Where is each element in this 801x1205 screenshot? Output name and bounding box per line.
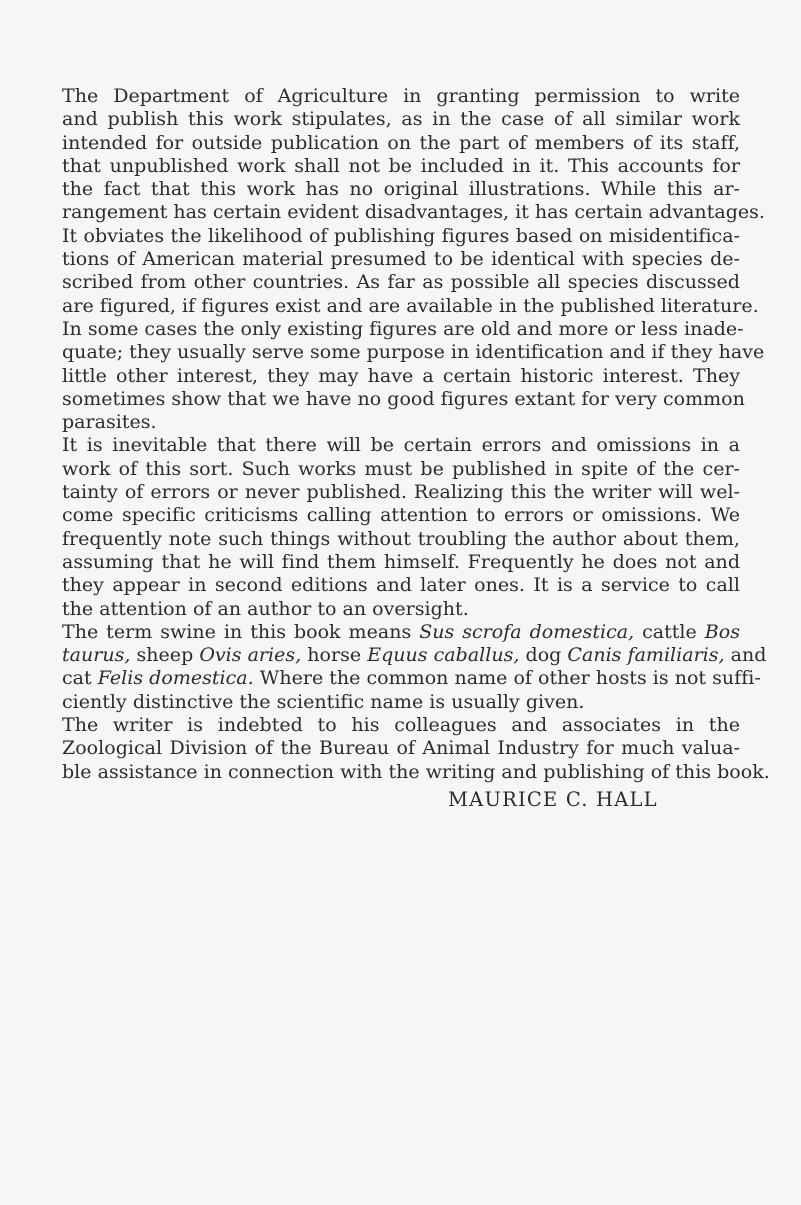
species-name: Canis familiaris, [567, 644, 725, 667]
author-signature: MAURICE C. HALL [448, 787, 658, 811]
text-line: that unpublished work shall not be included in it. This accounts for [62, 154, 740, 177]
species-name: taurus, [62, 644, 131, 667]
text-line: tions of American material presumed to be identical with species de- [62, 248, 740, 271]
text-line: and publish this work stipulates, as in the case of all similar work [62, 108, 740, 131]
text-line: ble assistance in connection with the writing and publishing of this book. [62, 760, 770, 783]
text-line: intended for outside publication on the part of members of its staff, [62, 131, 740, 154]
text-line: work of this sort. Such works must be published in spite of the cer- [62, 457, 740, 480]
paragraph-2 [62, 434, 740, 620]
paragraph-1 [62, 85, 765, 434]
text-line: tainty of errors or never published. Realizing this the writer will wel- [62, 481, 740, 504]
text-line: come specific criticisms calling attention to errors or omissions. We [62, 504, 740, 527]
text-line: taurus, sheep Ovis aries, horse Equus caballus, dog Canis familiaris, and [62, 644, 767, 667]
text-line: ciently distinctive the scientific name is usually given. [62, 690, 585, 713]
preface-page [62, 85, 770, 812]
species-name: Bos [704, 620, 740, 643]
text-line: It is inevitable that there will be certain errors and omissions in a [62, 434, 740, 457]
species-name: Equus caballus, [367, 644, 520, 667]
text-line: the attention of an author to an oversight. [62, 597, 469, 620]
paragraph-3 [62, 620, 767, 714]
text-line: frequently note such things without troubling the author about them, [62, 527, 740, 550]
species-name: Sus scrofa domestica, [419, 620, 635, 643]
species-name: Ovis aries, [199, 644, 302, 667]
text-line: are figured, if figures exist and are available in the published literature. [62, 294, 759, 317]
text-line: assuming that he will find them himself. Frequently he does not and [62, 550, 740, 573]
paragraph-4 [62, 714, 770, 784]
text-line: little other interest, they may have a certain historic interest. They [62, 364, 740, 387]
text-line: The Department of Agriculture in granting permission to write [62, 85, 740, 107]
text-line: rangement has certain evident disadvantages, it has certain advantages. [62, 201, 765, 224]
text-line: It obviates the likelihood of publishing figures based on misidentifica- [62, 224, 740, 247]
species-name: Felis domestica. [97, 667, 254, 690]
text-line: scribed from other countries. As far as possible all species discussed [62, 271, 740, 294]
text-line: The term swine in this book means Sus scrofa domestica, cattle Bos [62, 620, 740, 643]
text-line: The writer is indebted to his colleagues and associates in the [62, 714, 740, 737]
text-line: cat Felis domestica. Where the common name of other hosts is not suffi- [62, 667, 761, 690]
text-line: In some cases the only existing figures are old and more or less inade- [62, 317, 744, 340]
text-line: Zoological Division of the Bureau of Animal Industry for much valua- [62, 737, 740, 760]
text-line: they appear in second editions and later ones. It is a service to call [62, 574, 740, 597]
text-line: quate; they usually serve some purpose in identification and if they have [62, 341, 765, 364]
text-line: parasites. [62, 411, 157, 434]
text-line: sometimes show that we have no good figures extant for very common [62, 387, 745, 410]
text-line: the fact that this work has no original illustrations. While this ar- [62, 178, 740, 201]
